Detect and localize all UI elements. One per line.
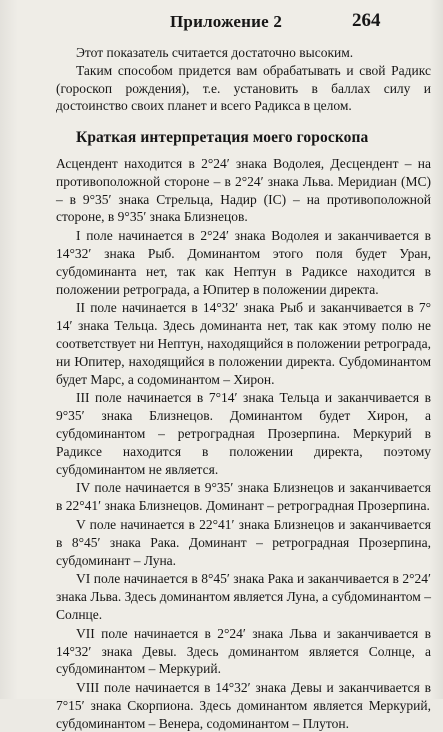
intro-paragraph: Таким способом придется вам обрабатывать и свой Радикс (гороскоп рождения), т.е. установить в баллах силу и достоинство своих планет и всего Радикса в целом.: [56, 62, 431, 114]
house-paragraph: VII поле начинается в 2°24′ знака Льва и заканчивается в 14°32′ знака Девы. Здесь доминантом является Солнце, а субдоминантом – Меркурий.: [56, 625, 431, 677]
body-text: [56, 44, 431, 732]
house-paragraph: III поле начинается в 7°14′ знака Тельца и заканчивается в 9°35′ знака Близнецов. Доминантом будет Хирон, а субдоминантом – ретроградная Прозерпина. Меркурий в Радиксе находится в положении директа, поэтому субдоминантом не является.: [56, 390, 431, 477]
house-paragraph: I поле начинается в 2°24′ знака Водолея и заканчивается в 14°32′ знака Рыб. Доминантом этого поля будет Уран, субдоминанта нет, так как Нептун в Радиксе находится в положении ретроградa, а Юпитер в положении директа.: [56, 228, 431, 297]
house-paragraph: IV поле начинается в 9°35′ знака Близнецов и заканчивается в 22°41′ знака Близнецов. Доминант – ретроградная Прозерпина.: [56, 480, 431, 514]
section-title: Краткая интерпретация моего гороскопа: [76, 129, 369, 147]
intro-paragraph: Этот показатель считается достаточно высоким.: [76, 45, 354, 60]
house-paragraph: VIII поле начинается в 14°32′ знака Девы и заканчивается в 7°15′ знака Скорпиона. Здесь доминантом является Меркурий, субдоминантом – Венера, содоминантом – Плутон.: [56, 680, 431, 731]
house-paragraph: V поле начинается в 22°41′ знака Близнецов и заканчивается в 8°45′ знака Рака. Доминант – ретроградная Прозерпина, субдоминант – Луна.: [56, 516, 431, 568]
house-paragraph: VI поле начинается в 8°45′ знака Рака и заканчивается в 2°24′ знака Льва. Здесь доминантом является Луна, а субдоминантом – Солнце.: [56, 571, 431, 622]
running-header: [0, 10, 443, 36]
house-paragraph: II поле начинается в 14°32′ знака Рыб и заканчивается в 7° 14′ знака Тельца. Здесь доминанта нет, так как этому полю не соответствует ни Нептун, находящийся в положении ретрограда, ни Юпитер, находящийся в положении директа. Субдоминантом будет Марс, а содоминантом – Хирон.: [56, 300, 431, 387]
header-title: Приложение 2: [170, 12, 283, 31]
ascendant-paragraph: Асцендент находится в 2°24′ знака Водолея, Десцендент – на противоположной стороне – в 2°24′ знака Льва. Меридиан (МС) – в 9°35′ знака Стрельца, Надир (IС) – на противоположной стороне, в 9°35′ знака Близнецов.: [56, 155, 431, 225]
page-number: 264: [352, 10, 381, 31]
